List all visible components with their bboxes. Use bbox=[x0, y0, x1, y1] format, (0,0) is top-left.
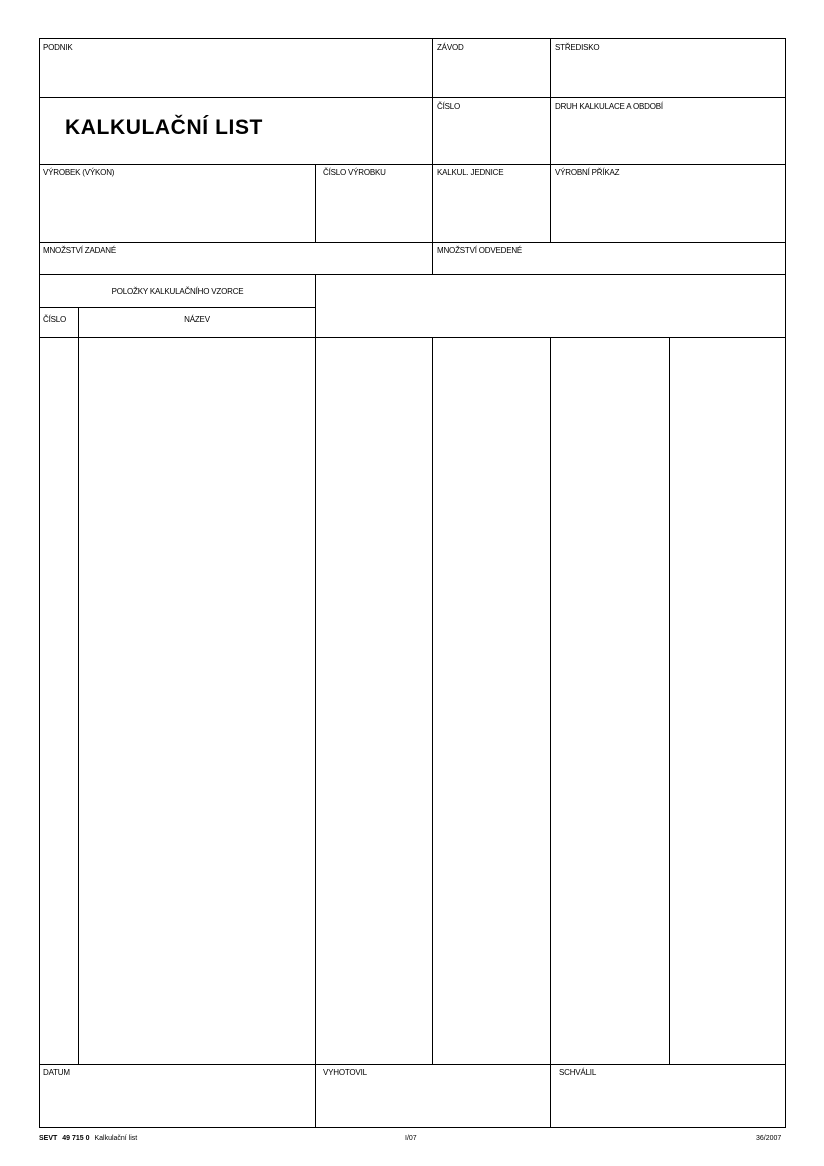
form-name: Kalkulační list bbox=[94, 1135, 138, 1142]
form-title: KALKULAČNÍ LIST bbox=[65, 116, 263, 139]
column-nazev-header: NÁZEV bbox=[184, 315, 210, 324]
podnik-label: PODNIK bbox=[43, 43, 73, 52]
podnik-field[interactable] bbox=[40, 39, 432, 97]
frame-bottom-line bbox=[39, 1127, 786, 1128]
datum-field[interactable] bbox=[40, 1065, 315, 1127]
form-edition: I/07 bbox=[405, 1135, 417, 1142]
vyrobni-prikaz-label: VÝROBNÍ PŘÍKAZ bbox=[555, 168, 620, 177]
publisher-logo: SEVT bbox=[39, 1135, 58, 1142]
frame-right-line bbox=[785, 38, 786, 1128]
form-footer-left bbox=[39, 1134, 137, 1143]
kalkul-jednice-label: KALKUL. JEDNICE bbox=[437, 168, 504, 177]
stredisko-label: STŘEDISKO bbox=[555, 43, 600, 52]
rule-polozky-split bbox=[39, 307, 315, 308]
vyhotovil-label: VYHOTOVIL bbox=[323, 1068, 367, 1077]
mnozstvi-odvedene-label: MNOŽSTVÍ ODVEDENÉ bbox=[437, 246, 523, 255]
cislo-vyrobku-label: ČÍSLO VÝROBKU bbox=[323, 168, 386, 177]
column-cislo-header: ČÍSLO bbox=[43, 315, 67, 324]
form-print-date: 36/2007 bbox=[756, 1135, 782, 1142]
vyrobek-label: VÝROBEK (VÝKON) bbox=[43, 168, 115, 177]
mnozstvi-zadane-label: MNOŽSTVÍ ZADANÉ bbox=[43, 246, 117, 255]
calculation-table-body[interactable] bbox=[40, 338, 785, 1064]
schvalil-label: SCHVÁLIL bbox=[559, 1068, 597, 1077]
druh-kalkulace-label: DRUH KALKULACE A OBDOBÍ bbox=[555, 102, 663, 111]
polozky-header: POLOŽKY KALKULAČNÍHO VZORCE bbox=[111, 287, 244, 296]
rule-row4 bbox=[39, 274, 786, 275]
zavod-label: ZÁVOD bbox=[437, 43, 464, 52]
cislo-label: ČÍSLO bbox=[437, 102, 461, 111]
form-code: 49 715 0 bbox=[62, 1135, 90, 1142]
datum-label: DATUM bbox=[43, 1068, 70, 1077]
